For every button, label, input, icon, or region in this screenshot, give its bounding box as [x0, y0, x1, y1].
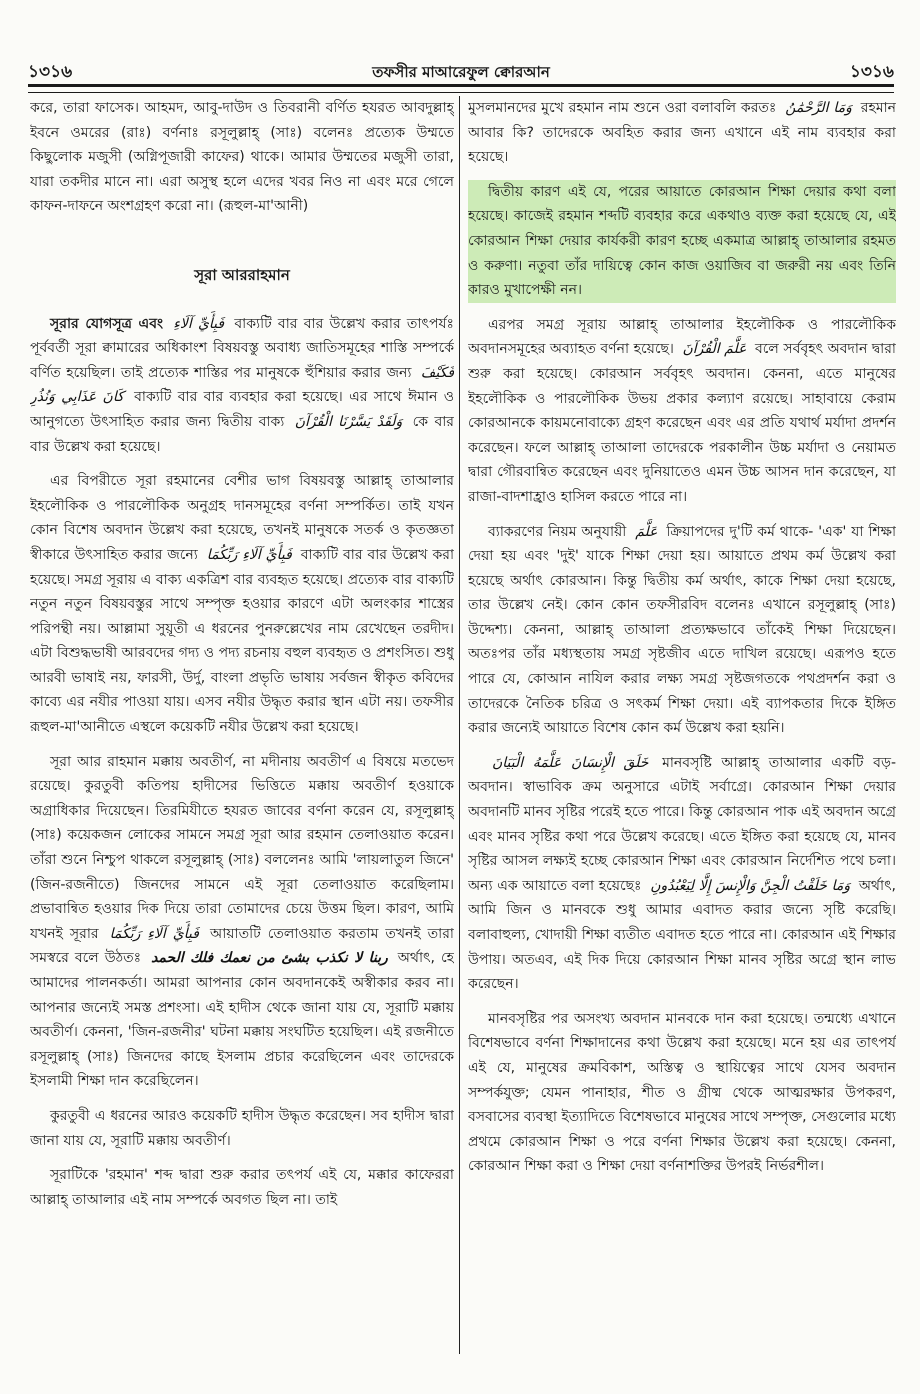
- arabic-verse: وَلَقَدْ يَسَّرْنَا الْقُرْآنَ: [294, 413, 403, 430]
- arabic-verse: فَبِأَيِّ آلَاءِ رَبِّكُمَا: [206, 546, 292, 563]
- paragraph: এর বিপরীতে সূরা রহমানের বেশীর ভাগ বিষয়বস্তু আল্লাহ্ তাআলার ইহলৌকিক ও পারলৌকিক অনুগ্রহ দানসমূহের বর্ণনা সম্পর্কিত। তাই যখন কোন বিশেষ অবদান উল্লেখ করা হয়েছে, তখনই মানুষকে সতর্ক ও কৃতজ্ঞতা স্বীকারে উৎসাহিত করার জন্যে فَبِأَيِّ آلَاءِ رَبِّكُمَا বাক্যটি বার বার উল্লেখ করা হয়েছে। সমগ্র সূরায় এ বাক্য একত্রিশ বার ব্যবহৃত হয়েছে। প্রত্যেক বার বাক্যটি নতুন নতুন বিষয়বস্তুর সাথে সম্পৃক্ত হওয়ার কারণে এটা অলংকার শাস্ত্রের পরিপন্থী নয়। আল্লামা সুয়ূতী এ ধরনের পুনরুল্লেখের নাম রেখেছেন তরদীদ। এটা বিশুদ্ধভাষী আরবদের গদ্য ও পদ্য রচনায় বহুল ব্যবহৃত ও প্রশংসিত। শুধু আরবী ভাষাই নয়, ফারসী, উর্দু, বাংলা প্রভৃতি ভাষায় সর্বজন স্বীকৃত কবিদের কাব্যে এর নযীর পাওয়া যায়। এসব নযীর উদ্ধৃত করার স্থান এটা নয়। তফসীর রূহুল-মা'আনীতে এস্থলে কয়েকটি নযীর উল্লেখ করা হয়েছে।: [30, 473, 454, 736]
- right-column: [468, 96, 896, 1354]
- paragraph: করে, তারা ফাসেক। আহমদ, আবু-দাউদ ও তিবরানী বর্ণিত হযরত আবদুল্লাহ্ ইবনে ওমরের (রাঃ) বর্ণনাঃ রসূলুল্লাহ্ (সাঃ) বলেনঃ প্রত্যেক উম্মতে কিছুলোক মজুসী (অগ্নিপূজারী কাফের) থাকে। আমার উম্মতের মজুসী তারা, যারা তকদীর মানে না। এরা অসুস্থ হলে এদের খবর নিও না এবং মরে গেলে কাফন-দাফনে অংশগ্রহণ করো না। (রূহুল-মা'আনী): [30, 100, 454, 215]
- paragraph: এরপর সমগ্র সূরায় আল্লাহ্ তাআলার ইহলৌকিক ও পারলৌকিক অবদানসমূহের অব্যাহত বর্ণনা হয়েছে। عَلَّمَ الْقُرْآنَ বলে সর্ববৃহৎ অবদান দ্বারা শুরু করা হয়েছে। কোরআন সর্ববৃহৎ অবদান। কেননা, এতে মানুষের ইহলৌকিক ও পারলৌকিক উভয় প্রকার কল্যাণ রয়েছে। সাহাবায়ে কেরাম কোরআনকে কায়মনোবাক্যে গ্রহণ করেছেন এবং এর প্রতি যথার্থ মর্যাদা প্রদর্শন করেছেন। ফলে আল্লাহ্ তাআলা তাদেরকে পরকালীন উচ্চ মর্যাদা ও নেয়ামত দ্বারা গৌরবান্বিত করেছেন এবং দুনিয়াতেও এমন উচ্চ আসন দান করেছেন, যা রাজা-বাদশাহ্রাও হাসিল করতে পারে না।: [468, 316, 896, 505]
- section-heading: সূরা আররাহমান: [194, 265, 290, 284]
- arabic-verse: وَمَا خَلَقْتُ الْجِنَّ وَالْإِنسَ إِلَّا لِيَعْبُدُونِ: [650, 877, 851, 894]
- page-number-right: ১৩১৬: [849, 62, 894, 82]
- paragraph: মুসলমানদের মুখে রহমান নাম শুনে ওরা বলাবলি করতঃ وَمَا الرَّحْمَٰنُ রহমান আবার কি? তাদেরকে অবহিত করার জন্য এখানে এই নাম ব্যবহার করা হয়েছে।: [468, 100, 896, 166]
- arabic-verse: عَلَّمَ الْقُرْآنَ: [682, 341, 747, 358]
- arabic-verse: فَكَيْفَ كَانَ عَذَابِي وَنُذُرِ: [30, 364, 454, 406]
- header-rule: [28, 84, 894, 93]
- paragraph: কুরতুবী এ ধরনের আরও কয়েকটি হাদীস উদ্ধৃত করেছেন। সব হাদীস দ্বারা জানা যায় যে, সূরাটি মক্কায় অবতীর্ণ।: [30, 1107, 454, 1149]
- running-title: তফসীর মাআরেফুল ক্বোরআন: [372, 62, 550, 81]
- paragraph: সূরাটিকে 'রহমান' শব্দ দ্বারা শুরু করার তৎপর্য এই যে, মক্কার কাফেররা আল্লাহ্ তাআলার এই নাম সম্পর্কে অবগত ছিল না। তাই: [30, 1167, 454, 1208]
- page-header: [28, 60, 894, 86]
- arabic-verse: خَلَقَ الْإِنسَانَ عَلَّمَهُ الْبَيَانَ: [492, 754, 649, 771]
- arabic-verse: ربنا لا نكذب بشئ من نعمك فلك الحمد: [151, 950, 388, 967]
- arabic-verse: وَمَا الرَّحْمَٰنُ: [785, 100, 852, 116]
- paragraph: মানবসৃষ্টির পর অসংখ্য অবদান মানবকে দান করা হয়েছে। তন্মধ্যে এখানে বিশেষভাবে বর্ণনা শিক্ষাদানের কথা উল্লেখ করা হয়েছে। মনে হয় এর তাৎপর্য এই যে, মানুষের ক্রমবিকাশ, অস্তিত্ব ও স্থায়িত্বের সাথে যেসব অবদান সম্পর্কযুক্ত; যেমন পানাহার, শীত ও গ্রীষ্ম থেকে আত্মরক্ষার উপকরণ, বসবাসের ব্যবস্থা ইত্যাদিতে বিশেষভাবে মানুষের সাথে সম্পৃক্ত, সেগুলোর মধ্যে প্রথমে কোরআন শিক্ষা ও পরে বর্ণনা শিক্ষার উল্লেখ করা হয়েছে। কেননা, কোরআন শিক্ষা করা ও শিক্ষা দেয়া বর্ণনাশক্তির উপরই নির্ভরশীল।: [468, 1010, 896, 1175]
- arabic-verse: فَبِأَيِّ آلَاءِ: [173, 315, 225, 332]
- arabic-verse: عَلَّمَ: [635, 523, 658, 540]
- paragraph: সূরার যোগসূত্র এবং فَبِأَيِّ آلَاءِ বাক্যটি বার বার উল্লেখ করার তাৎপর্যঃ পূর্ববর্তী সূরা ক্বামারের অধিকাংশ বিষয়বস্তু অবাধ্য জাতিসমূহের শাস্তি সম্পর্কে বর্ণিত হয়েছিল। তাই প্রত্যেক শাস্তির পর মানুষকে হুঁশিয়ার করার জন্য فَكَيْفَ كَانَ عَذَابِي وَنُذُرِ বাক্যটি বার বার ব্যবহার করা হয়েছে। এর সাথে ঈমান ও আনুগত্যে উৎসাহিত করার জন্য দ্বিতীয় বাক্য وَلَقَدْ يَسَّرْنَا الْقُرْآنَ কে বার বার উল্লেখ করা হয়েছে।: [30, 315, 454, 455]
- paragraph: خَلَقَ الْإِنسَانَ عَلَّمَهُ الْبَيَانَ মানবসৃষ্টি আল্লাহ্ তাআলার একটি বড়- অবদান। স্বাভাবিক ক্রম অনুসারে এটাই সর্বাগ্রে। কোরআন শিক্ষা দেয়ার অবদানটি মানব সৃষ্টির পরেই হতে পারে। কিন্তু কোরআন পাক এই অবদান অগ্রে এবং মানব সৃষ্টির কথা পরে উল্লেখ করেছে। এতে ইঙ্গিত করা হয়েছে যে, মানব সৃষ্টির আসল লক্ষ্যই হচ্ছে কোরআন শিক্ষা এবং কোরআন নির্দেশিত পথে চলা। অন্য এক আয়াতে বলা হয়েছেঃ وَمَا خَلَقْتُ الْجِنَّ وَالْإِنسَ إِلَّا لِيَعْبُدُونِ অর্থাৎ, আমি জিন ও মানবকে শুধু আমার এবাদত করার জন্যে সৃষ্টি করেছি। বলাবাহুল্য, খোদায়ী শিক্ষা ব্যতীত এবাদত হতে পারে না। কোরআন এই শিক্ষার উপায়। অতএব, এই দিক দিয়ে কোরআন শিক্ষা মানব সৃষ্টির অগ্রে স্থান লাভ করেছেন।: [468, 754, 896, 993]
- paragraph: ব্যাকরণের নিয়ম অনুযায়ী عَلَّمَ ক্রিয়াপদের দু'টি কর্ম থাকে- 'এক' যা শিক্ষা দেয়া হয় এবং 'দুই' যাকে শিক্ষা দেয়া হয়। আয়াতে প্রথম কর্ম উল্লেখ করা হয়েছে অর্থাৎ কোরআন। কিন্তু দ্বিতীয় কর্ম অর্থাৎ, কাকে শিক্ষা দেয়া হয়েছে, তার উল্লেখ নেই। কোন কোন তফসীরবিদ বলেনঃ এখানে রসূলুল্লাহ্ (সাঃ) উদ্দেশ্য। কেননা, আল্লাহ্ তাআলা প্রত্যক্ষভাবে তাঁকেই শিক্ষা দিয়েছেন। অতঃপর তাঁর মধ্যস্থতায় সমগ্র সৃষ্টজীব এতে দাখিল রয়েছে। এরূপও হতে পারে যে, কোআন নাযিল করার লক্ষ্য সমগ্র সৃষ্টজগতকে পথপ্রদর্শন করা ও তাদেরকে নৈতিক চরিত্র ও সৎকর্ম শিক্ষা দেয়া। এই ব্যাপকতার দিকে ইঙ্গিত করার জন্যেই আয়াতে বিশেষ কোন কর্ম উল্লেখ করা হয়নি।: [468, 523, 896, 737]
- column-divider: [459, 96, 460, 1354]
- left-column: [30, 96, 454, 1354]
- page-number-left: ১৩১৬: [28, 62, 73, 82]
- highlighted-paragraph: দ্বিতীয় কারণ এই যে, পরের আয়াতে কোরআন শিক্ষা দেয়ার কথা বলা হয়েছে। কাজেই রহমান শব্দটি ব্যবহার করে একথাও ব্যক্ত করা হয়েছে যে, এই কোরআন শিক্ষা দেয়ার কার্যকরী কারণ হচ্ছে একমাত্র আল্লাহ্ তাআলার রহমত ও করুণা। নতুবা তাঁর দায়িত্বে কোন কাজ ওয়াজিব বা জরুরী নয় এবং তিনি কারও মুখাপেক্ষী নন।: [468, 180, 896, 303]
- paragraph: সূরা আর রাহমান মক্কায় অবতীর্ণ, না মদীনায় অবতীর্ণ এ বিষয়ে মতভেদ রয়েছে। কুরতুবী কতিপয় হাদীসের ভিত্তিতে মক্কায় অবতীর্ণ হওয়াকে অগ্রাধিকার দিয়েছেন। তিরমিযীতে হযরত জাবের বর্ণনা করেন যে, রসূলুল্লাহ্ (সাঃ) কয়েকজন লোকের সামনে সমগ্র সূরা আর রহমান তেলাওয়াত করেন। তাঁরা শুনে নিশ্চুপ থাকলে রসূলুল্লাহ্ (সাঃ) বললেনঃ আমি 'লায়লাতুল জিনে' (জিন-রজনীতে) জিনদের সামনে এই সূরা তেলাওয়াত করেছিলাম। প্রভাবান্বিত হওয়ার দিক দিয়ে তারা তোমাদের চেয়ে উত্তম ছিল। কারণ, আমি যখনই সূরার فَبِأَيِّ آلَاءِ رَبِّكُمَا আয়াতটি তেলাওয়াত করতাম তখনই তারা সমস্বরে বলে উঠতঃ ربنا لا نكذب بشئ من نعمك فلك الحمد অর্থাৎ, হে আমাদের পালনকর্তা। আমরা আপনার কোন অবদানকেই অস্বীকার করব না। আপনার জন্যেই সমস্ত প্রশংসা। এই হাদীস থেকে জানা যায় যে, সূরাটি মক্কায় অবতীর্ণ। কেননা, 'জিন-রজনীর' ঘটনা মক্কায় সংঘটিত হয়েছিল। এই রজনীতে রসূলুল্লাহ্ (সাঃ) জিনদের কাছে ইসলাম প্রচার করেছিলেন এবং তাদেরকে ইসলামী শিক্ষা দান করেছিলেন।: [30, 753, 454, 1090]
- arabic-verse: فَبِأَيِّ آلَاءِ رَبِّكُمَا: [109, 925, 199, 942]
